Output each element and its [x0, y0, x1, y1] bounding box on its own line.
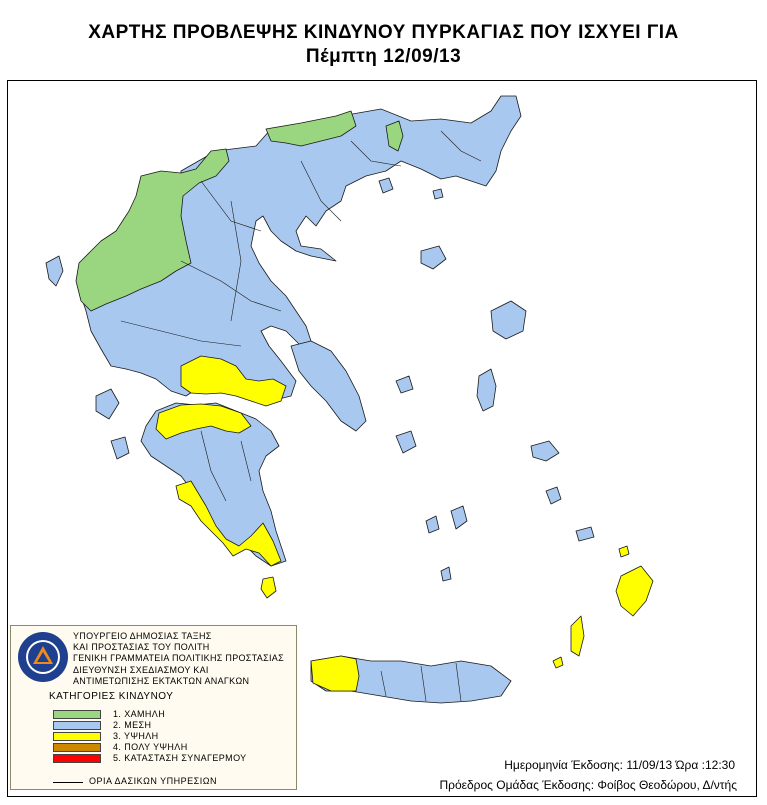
island-limnos	[421, 246, 446, 269]
island-naxos	[451, 506, 467, 529]
swatch-medium	[53, 721, 101, 730]
island-zakynthos	[111, 437, 129, 459]
island-samothraki	[433, 189, 443, 199]
island-kos	[576, 527, 594, 541]
map-title: ΧΑΡΤΗΣ ΠΡΟΒΛΕΨΗΣ ΚΙΝΔΥΝΟΥ ΠΥΡΚΑΓΙΑΣ ΠΟΥ ΙΣΧΥΕΙ ΓΙΑ	[88, 22, 679, 43]
agency-line: ΓΕΝΙΚΗ ΓΡΑΜΜΑΤΕΙΑ ΠΟΛΙΤΙΚΗΣ ΠΡΟΣΤΑΣΙΑΣ	[73, 653, 284, 664]
swatch-high	[53, 732, 101, 741]
island-kythira	[261, 577, 276, 598]
island-santorini	[441, 567, 451, 581]
island-paros	[426, 516, 439, 533]
swatch-low	[53, 710, 101, 719]
island-kefalonia	[96, 389, 119, 419]
boundary-line-swatch	[53, 782, 83, 783]
issue-date: Ημερομηνία Έκδοσης: 11/09/13 Ώρα :12:30	[504, 758, 735, 772]
island-skyros	[396, 376, 413, 393]
island-rhodes	[616, 566, 653, 616]
island-samos	[531, 441, 559, 461]
legend-label: 5. ΚΑΤΑΣΤΑΣΗ ΣΥΝΑΓΕΡΜΟΥ	[113, 753, 247, 763]
issue-preparer: Πρόεδρος Ομάδας Έκδοσης: Φοίβος Θεοδώρου, Δ/ντής	[439, 778, 737, 792]
agency-line: ΔΙΕΥΘΥΝΣΗ ΣΧΕΔΙΑΣΜΟΥ ΚΑΙ	[73, 664, 209, 675]
island-karpathos	[571, 616, 584, 656]
legend-label: 4. ΠΟΛΥ ΥΨΗΛΗ	[113, 742, 188, 752]
legend	[10, 625, 297, 790]
categories-title: ΚΑΤΗΓΟΡΙΕΣ ΚΙΝΔΥΝΟΥ	[49, 691, 174, 702]
island-thasos	[379, 178, 393, 193]
island-corfu	[46, 256, 63, 286]
island-chios	[477, 369, 496, 411]
legend-label: 3. ΥΨΗΛΗ	[113, 731, 159, 741]
island-andros	[396, 431, 416, 453]
agency-line: ΑΝΤΙΜΕΤΩΠΙΣΗΣ ΕΚΤΑΚΤΩΝ ΑΝΑΓΚΩΝ	[73, 675, 250, 686]
map-date: Πέμπτη 12/09/13	[305, 46, 462, 67]
agency-line: ΥΠΟΥΡΓΕΙΟ ΔΗΜΟΣΙΑΣ ΤΑΞΗΣ	[73, 631, 212, 641]
boundary-label: ΟΡΙΑ ΔΑΣΙΚΩΝ ΥΠΗΡΕΣΙΩΝ	[89, 776, 217, 786]
island-tilos-yellow	[619, 546, 629, 557]
swatch-very-high	[53, 743, 101, 752]
island-lesvos	[491, 301, 526, 339]
legend-label: 2. ΜΕΣΗ	[113, 720, 152, 730]
civil-protection-logo-icon	[17, 631, 69, 683]
region-euboea	[291, 341, 366, 431]
island-kasos-yellow	[553, 657, 563, 668]
swatch-alert	[53, 754, 101, 763]
agency-line: ΚΑΙ ΠΡΟΣΤΑΣΙΑΣ ΤΟΥ ΠΟΛΙΤΗ	[73, 642, 210, 653]
agency-block	[73, 631, 284, 687]
island-dodecanese	[546, 487, 561, 504]
legend-label: 1. ΧΑΜΗΛΗ	[113, 709, 166, 719]
